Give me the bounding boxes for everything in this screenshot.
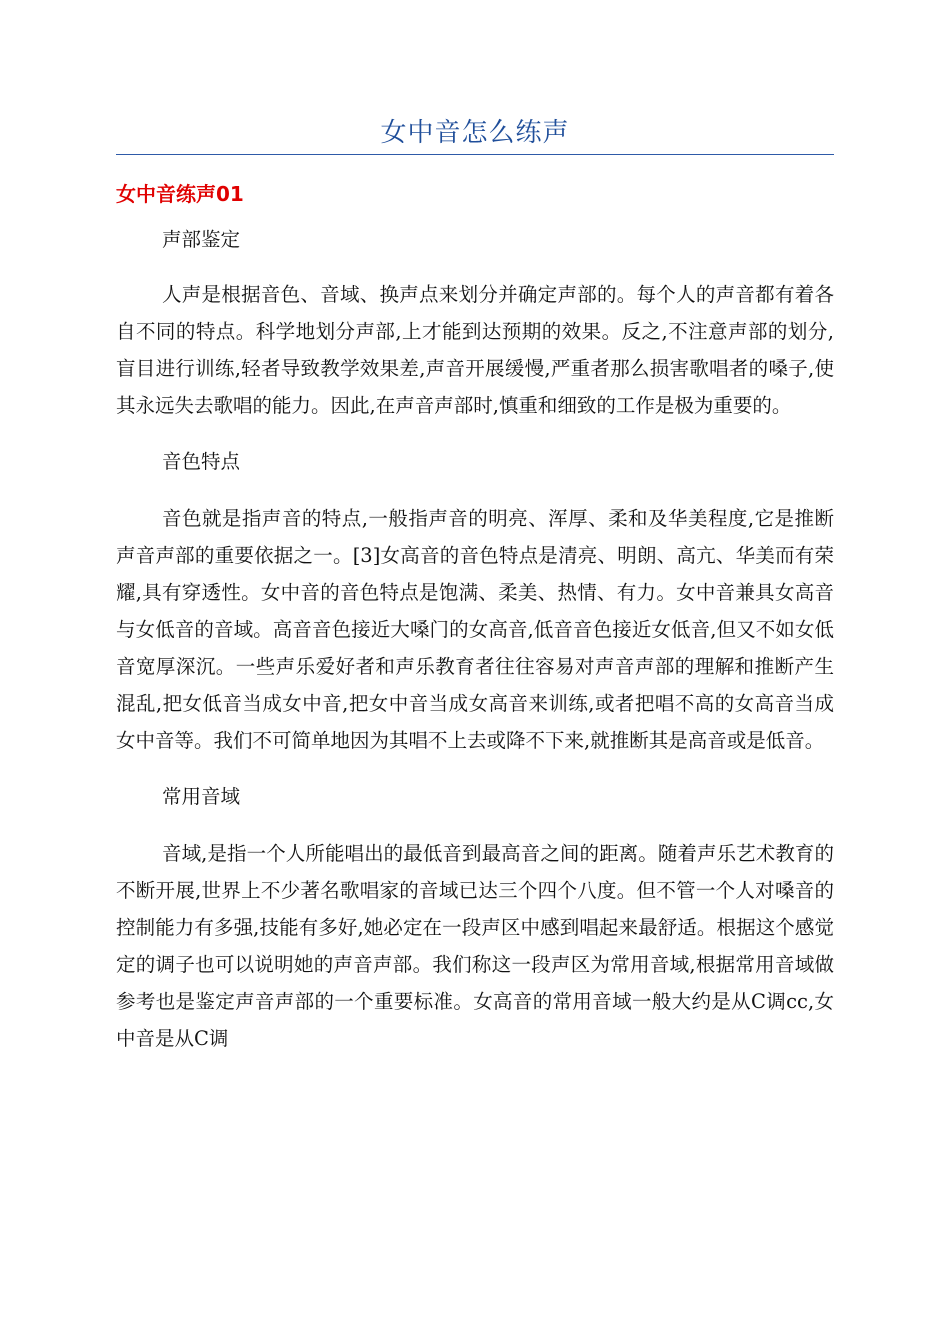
paragraph-voice-part: 人声是根据音色、音域、换声点来划分并确定声部的。每个人的声音都有着各自不同的特点。科学地划分声部,上才能到达预期的效果。反之,不注意声部的划分,盲目进行训练,轻者导致教学效果差,声音开展缓慢,严重者那么损害歌唱者的嗓子,使其永远失去歌唱的能力。因此,在声音声部时,慎重和细致的工作是极为重要的。 — [116, 283, 834, 417]
section-heading: 女中音练声01 — [116, 182, 244, 206]
title-underline — [116, 154, 834, 155]
paragraph-range: 音域,是指一个人所能唱出的最低音到最高音之间的距离。随着声乐艺术教育的不断开展,世界上不少著名歌唱家的音域已达三个四个八度。但不管一个人对嗓音的控制能力有多强,技能有多好,她必定在一段声区中感到唱起来最舒适。根据这个感觉定的调子也可以说明她的声音声部。我们称这一段声区为常用音域,根据常用音域做参考也是鉴定声音声部的一个重要标准。女高音的常用音域一般大约是从C调cc,女中音是从C调 — [116, 842, 834, 1050]
document-body — [116, 222, 834, 1057]
document-title: 女中音怎么练声 — [380, 118, 570, 148]
paragraph-timbre: 音色就是指声音的特点,一般指声音的明亮、浑厚、柔和及华美程度,它是推断声音声部的重要依据之一。[3]女高音的音色特点是清亮、明朗、高亢、华美而有荣耀,具有穿透性。女中音的音色特点是饱满、柔美、热情、有力。女中音兼具女高音与女低音的音域。高音音色接近大嗓门的女高音,低音音色接近女低音,但又不如女低音宽厚深沉。一些声乐爱好者和声乐教育者往往容易对声音声部的理解和推断产生混乱,把女低音当成女中音,把女中音当成女高音来训练,或者把唱不高的女高音当成女中音等。我们不可简单地因为其唱不上去或降不下来,就推断其是高音或是低音。 — [116, 507, 834, 752]
subhead-voice-part: 声部鉴定 — [162, 228, 241, 251]
subhead-range: 常用音域 — [162, 785, 241, 808]
subhead-timbre: 音色特点 — [162, 450, 241, 473]
